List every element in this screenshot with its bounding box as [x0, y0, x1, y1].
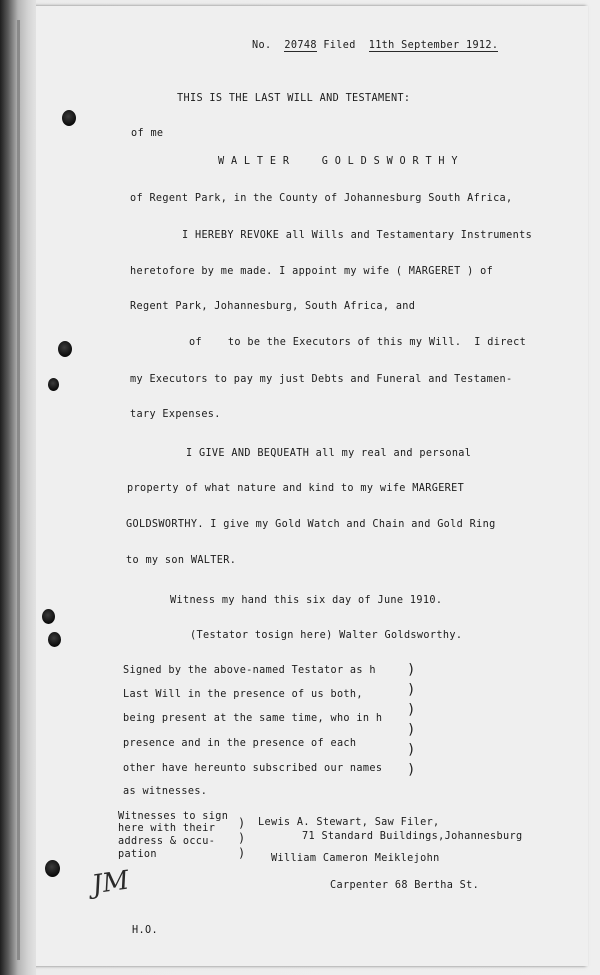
body-line: I GIVE AND BEQUEATH all my real and personal	[186, 448, 472, 459]
attestation-line: Last Will in the presence of us both,	[123, 689, 363, 700]
of-me-text: of me	[131, 128, 164, 139]
filed-label: Filed	[323, 40, 356, 51]
body-line: Regent Park, Johannesburg, South Africa, and	[130, 301, 416, 312]
body-line: heretofore by me made. I appoint my wife ( MARGERET ) of	[130, 266, 494, 277]
file-number: 20748	[284, 40, 317, 51]
body-line: I HEREBY REVOKE all Wills and Testamentary Instruments	[182, 230, 533, 241]
no-label: No.	[252, 40, 272, 51]
attestation-line: as witnesses.	[123, 786, 208, 797]
testator-name: W A L T E R G O L D S W O R T H Y	[218, 156, 458, 167]
witness-entry: 71 Standard Buildings,Johannesburg	[302, 831, 523, 842]
testator-signature-line: (Testator tosign here) Walter Goldsworthy.	[190, 630, 463, 641]
witness-instruction-line: here with their	[118, 823, 216, 834]
body-line: to my son WALTER.	[126, 555, 237, 566]
punch-hole	[62, 110, 76, 126]
body-line: tary Expenses.	[130, 409, 221, 420]
attestation-line: Signed by the above-named Testator as h	[123, 665, 376, 676]
punch-hole	[48, 632, 61, 647]
attestation-line: presence and in the presence of each	[123, 738, 357, 749]
witness-entry: Carpenter 68 Bertha St.	[330, 880, 480, 891]
punch-hole	[48, 378, 59, 391]
file-number-line	[252, 40, 498, 52]
witness-instruction-line: address & occu-	[118, 836, 216, 847]
body-line: of to be the Executors of this my Will. I direct	[189, 337, 527, 348]
residence-line: of Regent Park, in the County of Johannesburg South Africa,	[130, 193, 513, 204]
punch-hole	[45, 860, 60, 877]
document-title: THIS IS THE LAST WILL AND TESTAMENT:	[177, 93, 411, 104]
punch-hole	[58, 341, 72, 357]
witness-entry: William Cameron Meiklejohn	[271, 853, 440, 864]
filed-date: 11th September 1912.	[368, 40, 499, 51]
body-line: my Executors to pay my just Debts and Funeral and Testamen-	[130, 374, 513, 385]
punch-hole	[42, 609, 55, 624]
footer-code: H.O.	[132, 925, 158, 936]
witness-instruction-line: Witnesses to sign	[118, 811, 229, 822]
body-line: GOLDSWORTHY. I give my Gold Watch and Chain and Gold Ring	[126, 519, 496, 530]
witness-instruction-line: pation	[118, 849, 157, 860]
attestation-brace: ) ) ) ) ) )	[407, 662, 416, 778]
handwritten-initials: JM	[90, 865, 131, 901]
witness-brace: ) ) )	[238, 816, 246, 860]
attestation-line: other have hereunto subscribed our names	[123, 763, 383, 774]
witness-entry: Lewis A. Stewart, Saw Filer,	[258, 817, 440, 828]
attestation-line: being present at the same time, who in h	[123, 713, 383, 724]
body-line: property of what nature and kind to my wife MARGERET	[127, 483, 465, 494]
witness-hand-line: Witness my hand this six day of June 1910.	[170, 595, 443, 606]
page-fold	[17, 20, 20, 960]
